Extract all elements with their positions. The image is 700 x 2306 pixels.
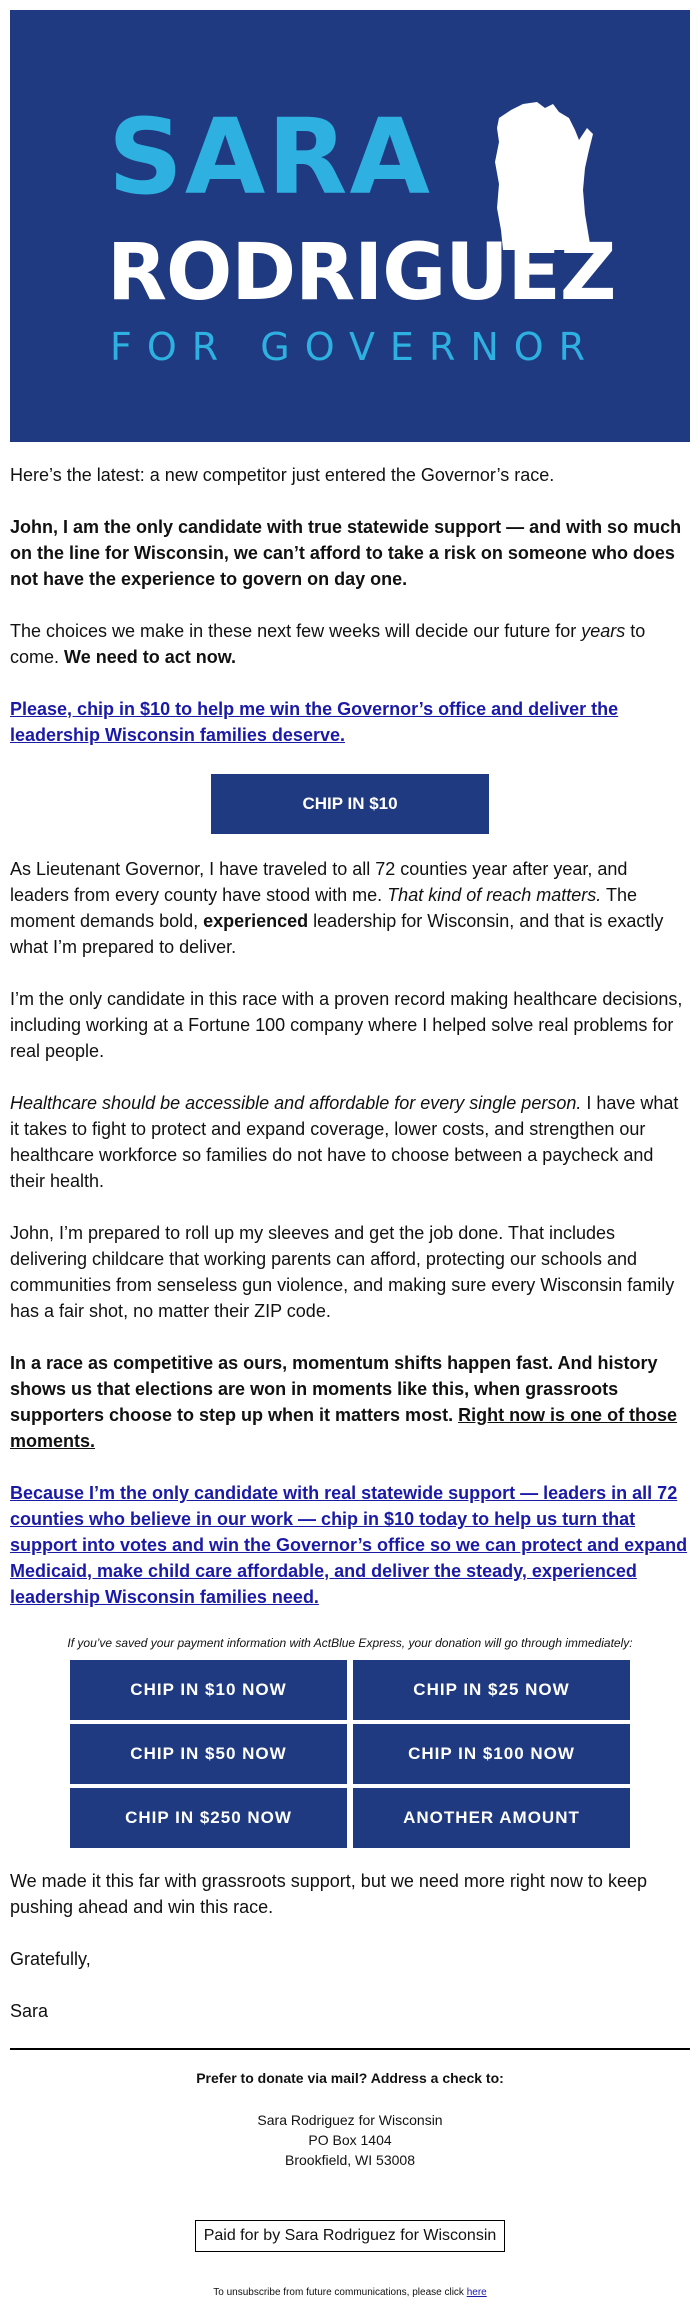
another-amount-button[interactable]: ANOTHER AMOUNT [353,1788,630,1848]
intro-paragraph: Here’s the latest: a new competitor just entered the Governor’s race. [10,465,555,485]
chip-in-250-now-button[interactable]: CHIP IN $250 NOW [70,1788,347,1848]
mailing-address-city: Brookfield, WI 53008 [285,2152,415,2168]
mail-donation-heading: Prefer to donate via mail? Address a check to: [196,2070,504,2086]
unsubscribe-line: To unsubscribe from future communications, please click here [213,2287,487,2298]
lt-governor-paragraph: As Lieutenant Governor, I have traveled to all 72 counties year after year, and leaders from every county have stood with me. That kind of reach matters. The moment demands bold, experienced leadership for Wisconsin, and that is exactly what I’m prepared to deliver. [10,859,664,957]
chip-in-link[interactable]: Please, chip in $10 to help me win the Governor’s office and deliver the leadership Wisconsin families deserve. [10,699,619,745]
bold-paragraph: John, I am the only candidate with true statewide support — and with so much on the line for Wisconsin, we can’t afford to take a risk on someone who does not have the experience to govern on day one. [10,517,682,589]
roll-up-sleeves-paragraph: John, I’m prepared to roll up my sleeves and get the job done. That includes delivering childcare that working parents can afford, protecting our schools and communities from senseless gun violence, and making sure every Wisconsin family has a fair shot, no matter their ZIP code. [10,1223,675,1321]
chip-in-100-now-button[interactable]: CHIP IN $100 NOW [353,1724,630,1784]
chip-in-paragraph [10,696,690,748]
mailing-address-box: PO Box 1404 [308,2132,392,2148]
momentum-paragraph: In a race as competitive as ours, momentum shifts happen fast. And history shows us that elections are won in moments like this, when grassroots supporters choose to step up when it matters most. Right now is one of those moments. [10,1353,678,1451]
chip-in-25-now-button[interactable]: CHIP IN $25 NOW [353,1660,630,1720]
healthcare-access-paragraph: Healthcare should be accessible and affordable for every single person. I have what it takes to fight to protect and expand coverage, lower costs, and strengthen our healthcare workforce so families do not have to choose between a paycheck and their health. [10,1093,679,1191]
healthcare-record-paragraph: I’m the only candidate in this race with a proven record making healthcare decisions, including working at a Fortune 100 company where I helped solve real problems for real people. [10,989,683,1061]
logo-name-last: RODRIGUEZ [107,228,616,318]
actblue-express-note: If you’ve saved your payment information with ActBlue Express, your donation will go through immediately: [67,1636,633,1650]
unsubscribe-link[interactable]: here [466,2287,487,2298]
signature: Sara [10,2001,49,2021]
donation-button-grid [70,1660,630,1848]
logo-tagline: FOR GOVERNOR [110,325,601,369]
statewide-support-paragraph [10,1480,690,1610]
chip-in-10-button[interactable]: CHIP IN $10 [211,774,489,834]
mailing-address-name: Sara Rodriguez for Wisconsin [257,2112,443,2128]
paid-for-disclaimer: Paid for by Sara Rodriguez for Wisconsin [195,2220,506,2252]
chip-in-50-now-button[interactable]: CHIP IN $50 NOW [70,1724,347,1784]
closing-line: Gratefully, [10,1949,91,1969]
chip-in-10-now-button[interactable]: CHIP IN $10 NOW [70,1660,347,1720]
urgency-paragraph: The choices we make in these next few weeks will decide our future for years to come. We need to act now. [10,621,646,667]
footer-divider [10,2048,690,2050]
logo-name-first: SARA [108,96,432,218]
statewide-chip-in-link[interactable]: Because I’m the only candidate with real statewide support — leaders in all 72 counties who believe in our work — chip in $10 today to help us turn that support into votes and win the Governor’s office so we can protect and expand Medicaid, make child care affordable, and deliver the steady, experienced leadership Wisconsin families need. [10,1483,688,1607]
campaign-logo-banner [10,10,690,442]
grassroots-paragraph: We made it this far with grassroots support, but we need more right now to keep pushing ahead and win this race. [10,1871,647,1917]
